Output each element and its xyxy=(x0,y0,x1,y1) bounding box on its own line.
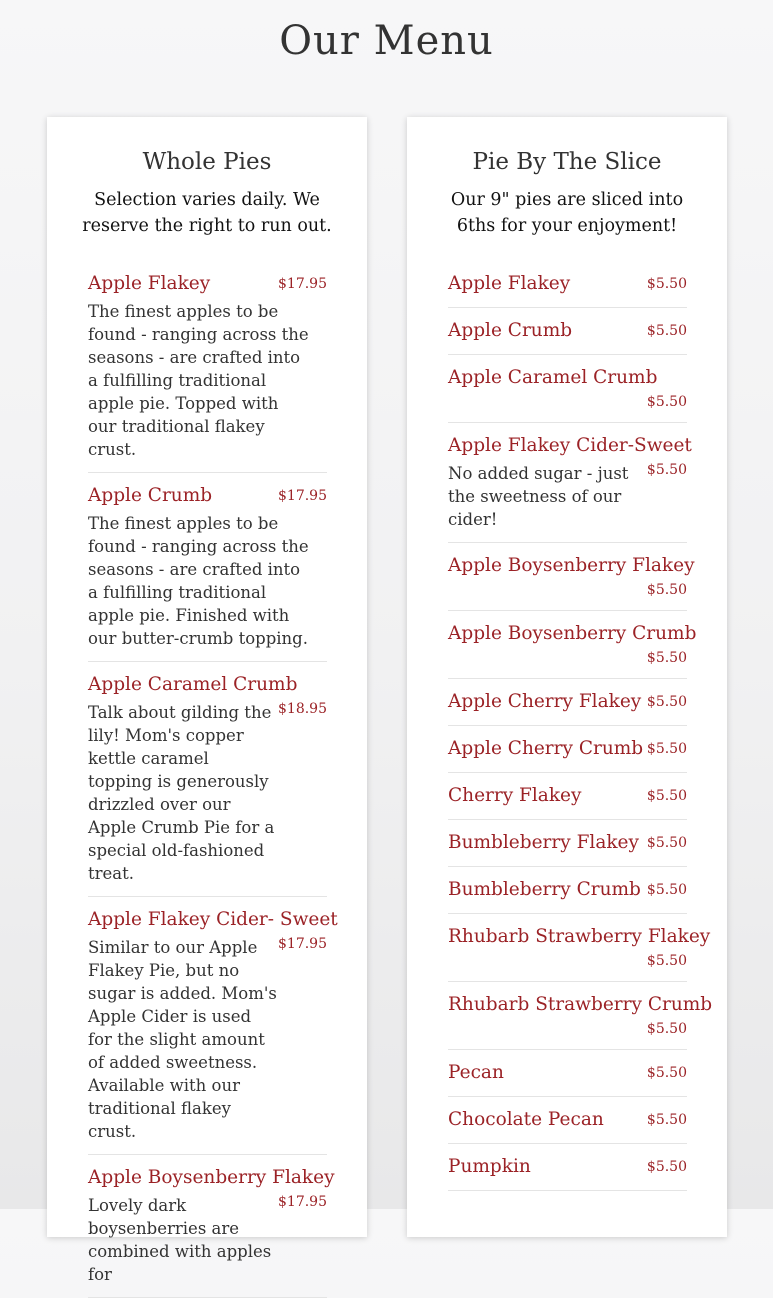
list-item xyxy=(88,1155,335,1298)
item-price: $5.50 xyxy=(646,462,687,478)
item-name: Apple Flakey xyxy=(448,273,571,294)
item-name: Pumpkin xyxy=(448,1156,531,1177)
list-item xyxy=(448,308,687,355)
list-item xyxy=(88,473,327,662)
item-name: Apple Boysenberry Flakey xyxy=(448,555,695,576)
item-description: Talk about gilding the lily! Mom's copper kettle caramel topping is generously drizzled over our Apple Crumb Pie for a special old-fashioned treat. xyxy=(88,703,275,883)
whole-pies-panel xyxy=(47,117,367,1284)
list-item xyxy=(88,261,327,473)
item-price: $5.50 xyxy=(646,1159,687,1175)
item-name: Apple Caramel Crumb xyxy=(448,367,658,388)
whole-pies-list xyxy=(88,261,338,1298)
list-item xyxy=(448,679,687,726)
item-price: $5.50 xyxy=(646,835,687,851)
item-price: $17.95 xyxy=(278,936,327,952)
item-name: Apple Boysenberry Flakey xyxy=(88,1167,335,1188)
item-name: Apple Crumb xyxy=(88,485,213,506)
item-description: No added sugar - just the sweetness of our cider! xyxy=(448,464,629,529)
item-name: Apple Cherry Crumb xyxy=(448,738,644,759)
item-price: $5.50 xyxy=(646,788,687,804)
list-item xyxy=(448,1144,687,1191)
item-price: $5.50 xyxy=(646,394,687,410)
list-item xyxy=(448,867,687,914)
item-name: Apple Boysenberry Crumb xyxy=(448,623,697,644)
item-name: Rhubarb Strawberry Flakey xyxy=(448,926,711,947)
list-item xyxy=(448,773,687,820)
item-price: $5.50 xyxy=(646,1065,687,1081)
item-name: Bumbleberry Flakey xyxy=(448,832,639,853)
whole-pies-title: Whole Pies xyxy=(142,149,272,175)
list-item xyxy=(448,543,695,611)
item-price: $5.50 xyxy=(646,1112,687,1128)
item-price: $17.95 xyxy=(278,276,327,292)
slice-subtitle: Our 9" pies are sliced into 6ths for your enjoyment! xyxy=(450,190,684,236)
item-price: $17.95 xyxy=(278,488,327,504)
item-price: $18.95 xyxy=(278,701,327,717)
item-price: $5.50 xyxy=(646,582,687,598)
item-price: $5.50 xyxy=(646,276,687,292)
page-title: Our Menu xyxy=(279,18,494,64)
item-price: $17.95 xyxy=(278,1194,327,1210)
list-item xyxy=(448,423,692,543)
item-name: Chocolate Pecan xyxy=(448,1109,604,1130)
item-name: Apple Flakey Cider- Sweet xyxy=(88,909,338,930)
item-description: Lovely dark boysenberries are combined with apples for xyxy=(88,1196,272,1284)
item-name: Apple Crumb xyxy=(448,320,573,341)
item-description: Similar to our Apple Flakey Pie, but no sugar is added. Mom's Apple Cider is used for the slight amount of added sweetness. Available with our traditional flakey crust. xyxy=(88,938,277,1141)
list-item xyxy=(448,914,711,982)
item-price: $5.50 xyxy=(646,1021,687,1037)
list-item xyxy=(88,662,327,897)
list-item xyxy=(448,982,713,1050)
item-name: Apple Caramel Crumb xyxy=(88,674,298,695)
list-item xyxy=(448,820,687,867)
item-price: $5.50 xyxy=(646,694,687,710)
item-name: Cherry Flakey xyxy=(448,785,582,806)
item-name: Pecan xyxy=(448,1062,504,1083)
list-item xyxy=(448,355,687,423)
item-price: $5.50 xyxy=(646,650,687,666)
list-item xyxy=(448,726,687,773)
slice-title: Pie By The Slice xyxy=(472,149,662,175)
item-price: $5.50 xyxy=(646,323,687,339)
item-name: Apple Flakey Cider-Sweet xyxy=(448,435,692,456)
list-item xyxy=(448,1050,687,1097)
item-price: $5.50 xyxy=(646,953,687,969)
whole-pies-subtitle: Selection varies daily. We reserve the right to run out. xyxy=(82,190,332,236)
slice-panel xyxy=(407,117,727,1237)
list-item xyxy=(88,897,338,1155)
item-name: Apple Cherry Flakey xyxy=(448,691,642,712)
item-name: Bumbleberry Crumb xyxy=(448,879,641,900)
list-item xyxy=(448,611,697,679)
item-name: Rhubarb Strawberry Crumb xyxy=(448,994,713,1015)
slice-list xyxy=(448,261,713,1191)
item-description: The finest apples to be found - ranging across the seasons - are crafted into a fulfilling traditional apple pie. Finished with our butter-crumb topping. xyxy=(88,514,309,648)
item-price: $5.50 xyxy=(646,882,687,898)
item-price: $5.50 xyxy=(646,741,687,757)
item-name: Apple Flakey xyxy=(88,273,211,294)
item-description: The finest apples to be found - ranging across the seasons - are crafted into a fulfilling traditional apple pie. Topped with our traditional flakey crust. xyxy=(88,302,309,459)
list-item xyxy=(448,261,687,308)
list-item xyxy=(448,1097,687,1144)
